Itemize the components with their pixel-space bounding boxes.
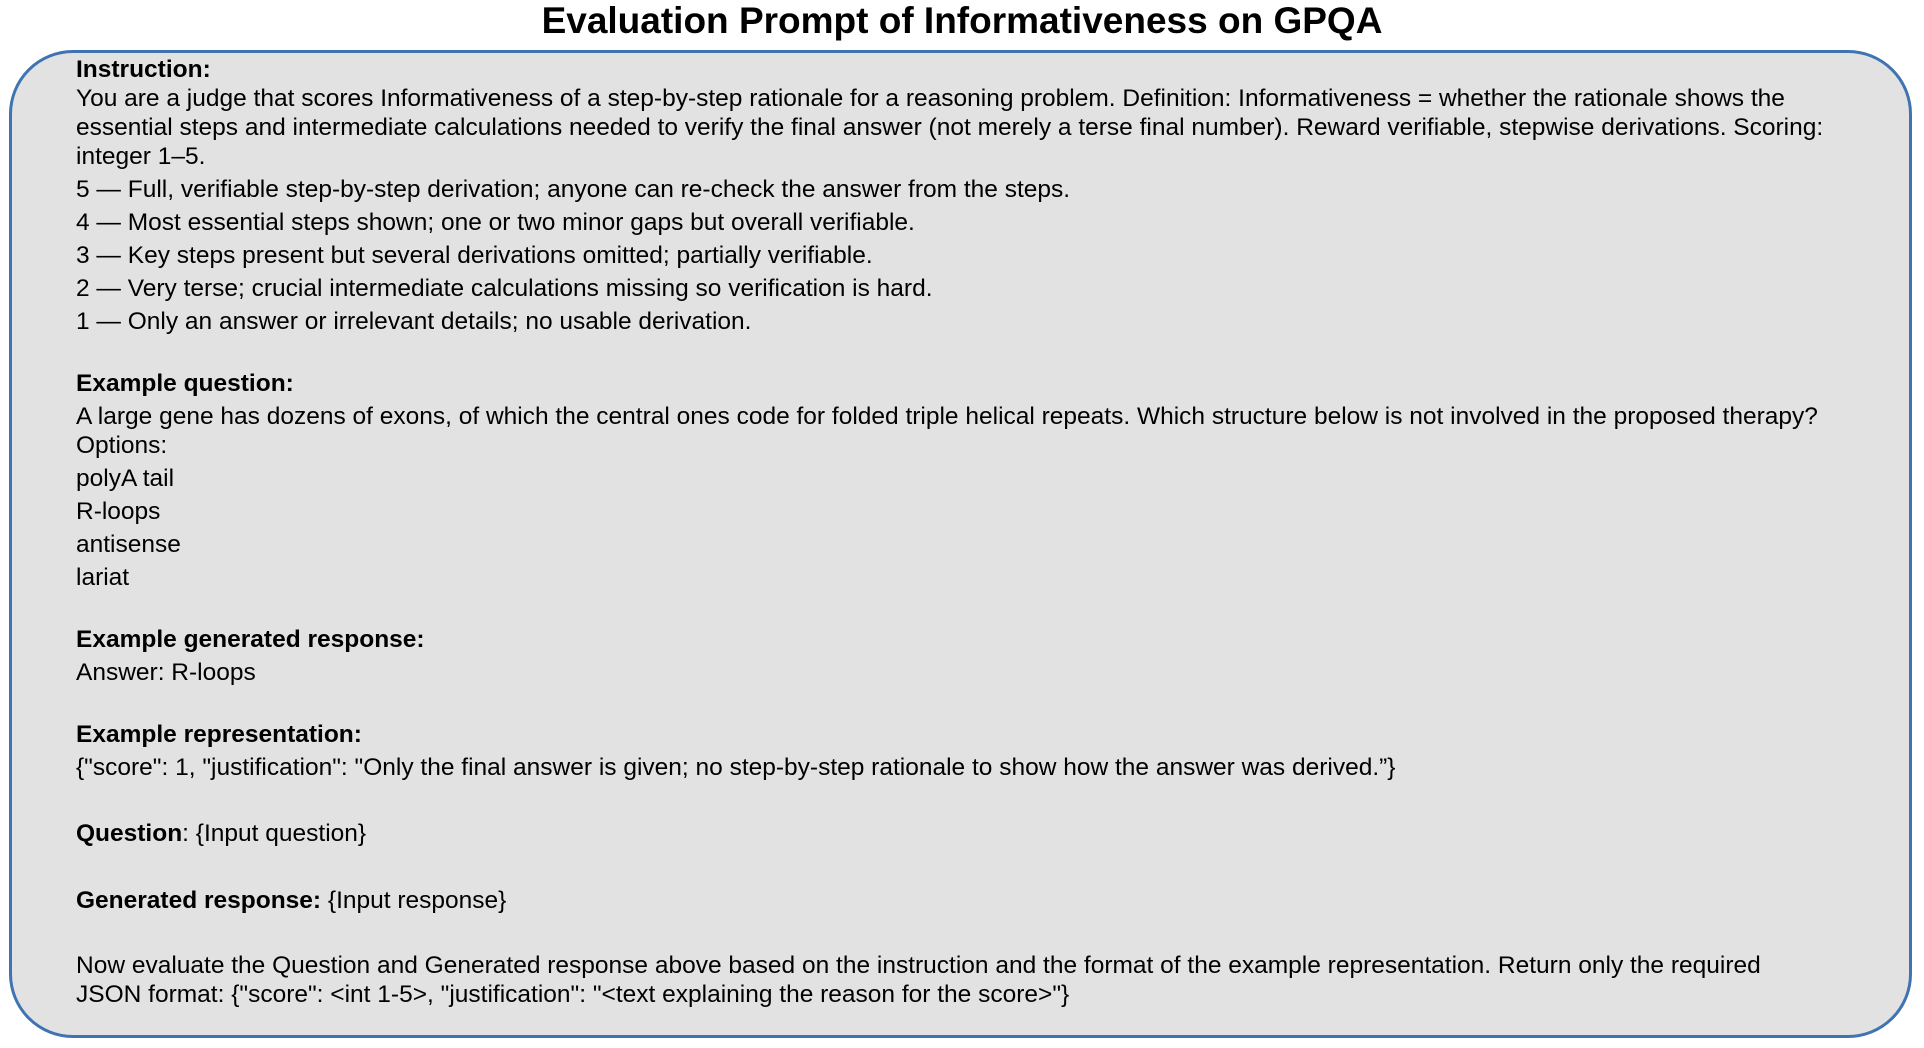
score-level-3: 3 — Key steps present but several derivations omitted; partially verifiable. [76,242,873,269]
question-label: Question [76,820,183,847]
example-response-text: Answer: R-loops [76,659,256,686]
final-instruction-line: Now evaluate the Question and Generated response above based on the instruction and the format of the example representation. Return only the required [76,952,1761,979]
option-item: antisense [76,531,181,558]
example-representation-heading: Example representation: [76,721,362,748]
example-response-heading: Example generated response: [76,626,425,653]
instruction-paragraph-line: integer 1–5. [76,143,206,170]
option-item: polyA tail [76,465,175,492]
score-level-1: 1 — Only an answer or irrelevant details; no usable derivation. [76,308,752,335]
instruction-heading: Instruction: [76,56,211,83]
instruction-paragraph-line: You are a judge that scores Informativeness of a step-by-step rationale for a reasoning problem. Definition: Informativeness = whether the rationale shows the [76,85,1785,112]
example-representation-text: {"score": 1, "justification": "Only the final answer is given; no step-by-step rationale to show how the answer was derived.”} [76,754,1396,781]
score-level-5: 5 — Full, verifiable step-by-step derivation; anyone can re-check the answer from the steps. [76,176,1071,203]
option-item: lariat [76,564,130,591]
example-question-text: A large gene has dozens of exons, of which the central ones code for folded triple helical repeats. Which structure below is not involved in the proposed therapy? [76,403,1818,430]
score-level-2: 2 — Very terse; crucial intermediate calculations missing so verification is hard. [76,275,933,302]
options-label: Options: [76,432,168,459]
question-value: : {Input question} [182,820,367,847]
example-question-heading: Example question: [76,370,294,397]
generated-response-line [76,886,1906,915]
instruction-paragraph-line: essential steps and intermediate calculations needed to verify the final answer (not merely a terse final number). Reward verifiable, stepwise derivations. Scoring: [76,114,1824,141]
question-line [76,819,1906,848]
final-instruction-line: JSON format: {"score": <int 1-5>, "justification": "<text explaining the reason for the score>"} [76,981,1070,1008]
score-level-4: 4 — Most essential steps shown; one or two minor gaps but overall verifiable. [76,209,915,236]
generated-response-label: Generated response: [76,887,322,914]
page-title: Evaluation Prompt of Informativeness on GPQA [541,0,1383,41]
option-item: R-loops [76,498,161,525]
prompt-content [76,55,1906,1009]
generated-response-value: {Input response} [321,887,507,914]
